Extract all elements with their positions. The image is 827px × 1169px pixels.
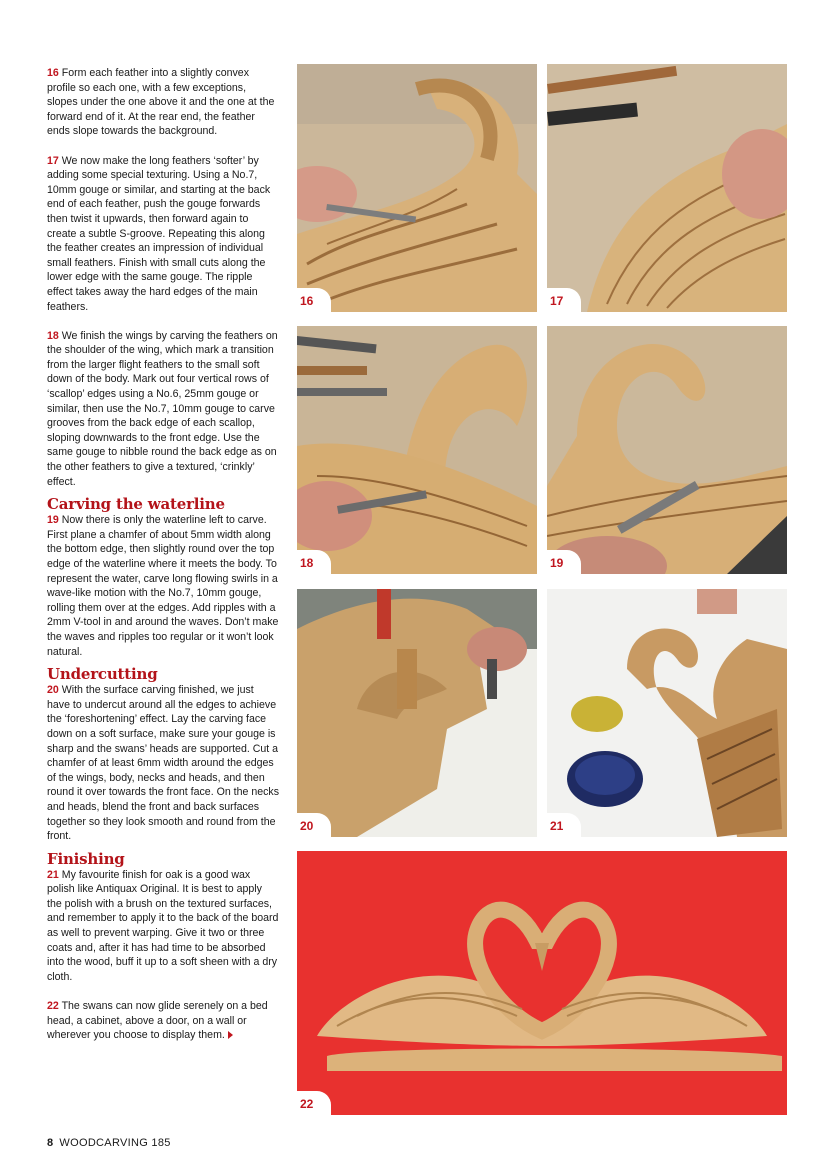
photo-number-16: 16 xyxy=(297,288,331,312)
step-18 xyxy=(47,329,279,490)
step-text: Form each feather into a slightly convex profile so each one, with a few exceptions, slopes under the one above it and the one at the forward end of it. At the rear end, the feather ends slope towards the background. xyxy=(47,67,275,138)
undercutting-image xyxy=(297,589,537,837)
photo-number-22: 22 xyxy=(297,1091,331,1115)
step-number: 17 xyxy=(47,154,59,167)
photo-20 xyxy=(297,589,537,837)
heading-carving-waterline: Carving the waterline xyxy=(47,495,225,514)
step-number: 22 xyxy=(47,1000,59,1013)
step-20 xyxy=(47,683,279,844)
wing-shoulder-carving-image xyxy=(297,326,537,574)
wax-polish-finishing-image xyxy=(547,589,787,837)
feather-texturing-image xyxy=(547,64,787,312)
photo-21 xyxy=(547,589,787,837)
photo-17 xyxy=(547,64,787,312)
page-number: 8 xyxy=(47,1137,54,1149)
heading-undercutting: Undercutting xyxy=(47,665,158,684)
step-text: My favourite finish for oak is a good wax polish like Antiquax Original. It is best to apply the polish with a brush on the textured surfaces, and remember to apply it to the back of the board as well to prevent warping. Give it two or three coats and, after it has had time to be absorbed into the wood, buff it up to a soft sheen with a dry cloth. xyxy=(47,868,279,983)
step-number: 18 xyxy=(47,329,59,342)
step-number: 21 xyxy=(47,868,59,881)
photo-number-20: 20 xyxy=(297,813,331,837)
step-text: We finish the wings by carving the feathers on the shoulder of the wing, which mark a transition from the larger flight feathers to the small soft down of the body. Mark out four vertical rows of ‘scallop’ edges using a No.6, 25mm gouge or similar, then use the No.7, 10mm gouge to carve grooves from the back edge of each scallop, sloping downwards to the front edge. Use the same gouge to nibble round the back edge as on the other feathers to give a textured, ‘crinkly’ effect. xyxy=(47,329,278,488)
photo-number-18: 18 xyxy=(297,550,331,574)
photo-19 xyxy=(547,326,787,574)
step-17 xyxy=(47,154,279,315)
article-text-column xyxy=(47,66,279,1057)
finished-swans-carving-image xyxy=(297,851,787,1115)
step-number: 19 xyxy=(47,514,59,527)
step-19 xyxy=(47,513,279,659)
photo-number-21: 21 xyxy=(547,813,581,837)
step-16 xyxy=(47,66,279,139)
heading-finishing: Finishing xyxy=(47,849,125,868)
step-text: The swans can now glide serenely on a bed head, a cabinet, above a door, on a wall or wherever you choose to display them. xyxy=(47,1000,268,1042)
step-number: 16 xyxy=(47,67,59,79)
photo-16 xyxy=(297,64,537,312)
step-22 xyxy=(47,999,279,1043)
photo-18 xyxy=(297,326,537,574)
step-text: We now make the long feathers ‘softer’ by adding some special texturing. Using a No.7, 10mm gouge or similar, and starting at the back end of each feather, push the gouge forwards then twist it upwards, then forward again to create a subtle S-groove. Repeating this along the feather creates an impression of individual small feathers. Finish with small cuts along the lower edge with the same gouge. The ripple effect takes away the hard edges of the main feathers. xyxy=(47,154,271,313)
step-text: With the surface carving finished, we just have to undercut around all the edges to achieve the ‘foreshortening’ effect. Lay the carving face down on a soft surface, make sure your gouge is sharp and the swans’ heads are supported. Cut a chamfer of at least 6mm width around the edges of the wings, body, necks and heads, and then round it over towards the front face. On the necks and heads, blend the front and back surfaces together so they look smooth and round from the front. xyxy=(47,684,280,843)
swan-neck-carving-image xyxy=(297,64,537,312)
photo-22 xyxy=(297,851,787,1115)
magazine-name: WOODCARVING 185 xyxy=(59,1137,171,1149)
page-footer xyxy=(47,1137,171,1149)
step-number: 20 xyxy=(47,684,59,697)
photo-number-19: 19 xyxy=(547,550,581,574)
step-text: Now there is only the waterline left to carve. First plane a chamfer of about 5mm width along the bottom edge, then slightly round over the top edge of the waterline where it meets the body. To represent the water, carve long flowing swirls in a wave-like motion with the No.7, 10mm gouge, rolling them over at the edges. Add ripples with a 2mm V-tool in and around the waves. Don’t make the waves and ripples too regular or it won’t look natural. xyxy=(47,514,279,658)
step-21 xyxy=(47,868,279,985)
waterline-carving-image xyxy=(547,326,787,574)
end-mark-icon xyxy=(228,1031,233,1039)
photo-number-17: 17 xyxy=(547,288,581,312)
